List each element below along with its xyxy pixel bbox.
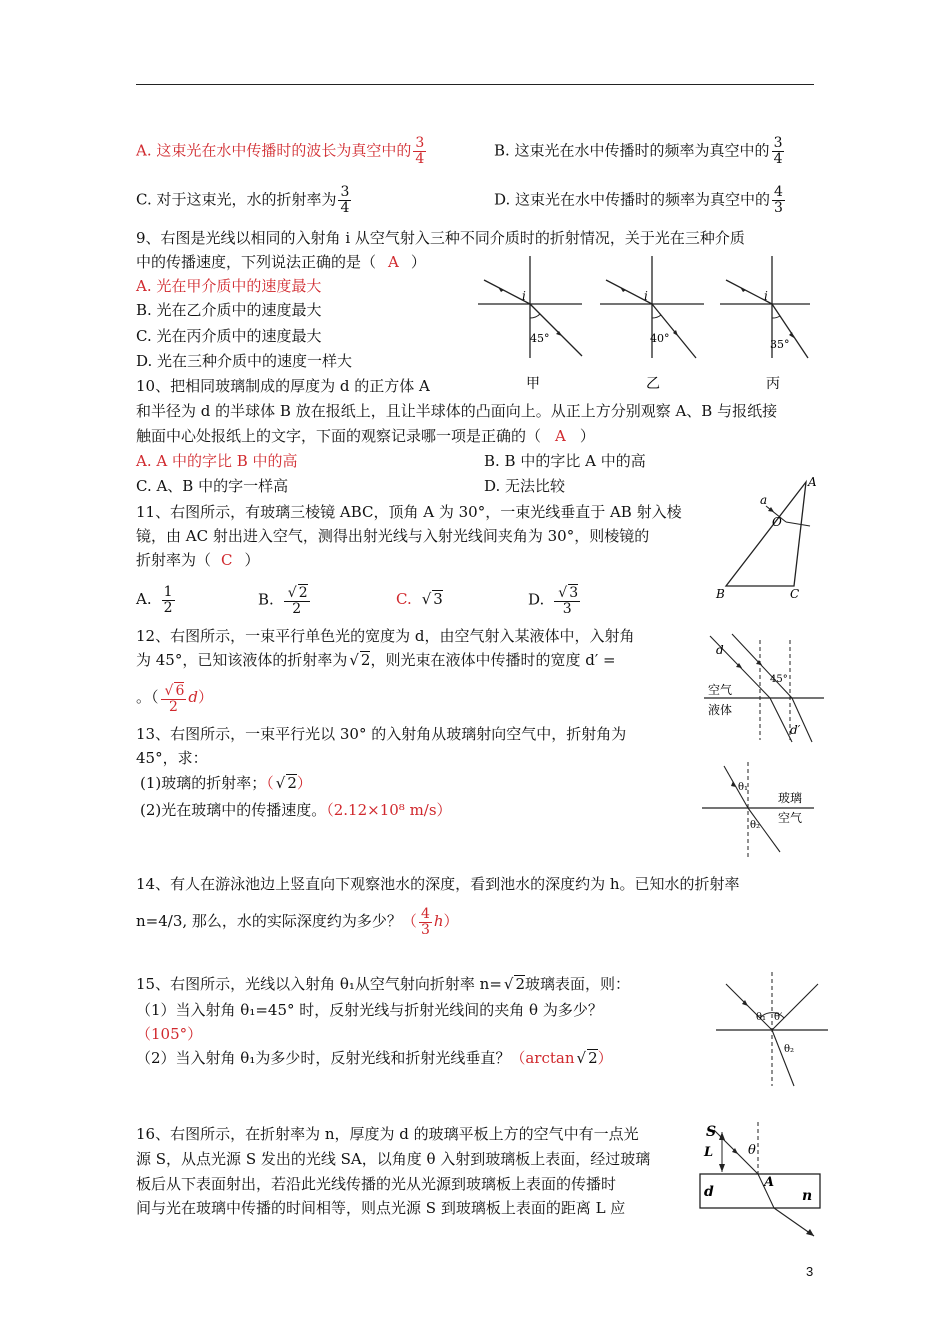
- q15-reflection-figure: [712, 970, 832, 1088]
- q16-stem-line3: 板后从下表面射出，若沿此光线传播的光从光源到玻璃板上表面的传播时: [136, 1175, 617, 1193]
- q9-angle-45: 45°: [530, 332, 550, 345]
- q9-option-c: C. 光在丙介质中的速度最大: [136, 327, 322, 345]
- q15-part1: （1）当入射角 θ₁=45° 时，反射光线与折射光线间的夹角 θ 为多少？: [136, 1001, 603, 1019]
- q15-theta1: θ₁: [756, 1012, 767, 1023]
- q13-interface-figure: [698, 760, 818, 862]
- q13-theta1: θ₁: [738, 782, 749, 793]
- q15-theta2: θ₂: [784, 1044, 795, 1055]
- q9-diagram-bing: [720, 256, 810, 392]
- q11-label-o: O: [772, 515, 782, 529]
- q12-d-label: d: [716, 643, 724, 657]
- q12-air-label: 空气: [708, 683, 733, 697]
- q10-stem-line1: 10、把相同玻璃制成的厚度为 d 的正方体 A: [136, 377, 430, 395]
- q11-stem-line1: 11、右图所示，有玻璃三棱镜 ABC，顶角 A 为 30°，一束光线垂直于 AB 射入棱: [136, 503, 682, 521]
- q11-answer: C: [221, 551, 233, 569]
- q8-option-a: A. 这束光在水中传播时的波长为真空中的 $\frac{3}{4}$: [136, 135, 425, 167]
- q16-a-label: A: [764, 1175, 775, 1190]
- svg-text:i: i: [644, 289, 648, 303]
- q16-stem-line2: 源 S，从点光源 S 发出的光线 SA，以角度 θ 入射到玻璃板上表面，经过玻璃: [136, 1150, 651, 1168]
- q9-stem-line1: 9、右图是光线以相同的入射角 i 从空气射入三种不同介质时的折射情况，关于光在三种介质: [136, 229, 745, 247]
- q11-stem-line2: 镜，由 AC 射出进入空气，测得出射光线与入射光线间夹角为 30°，则棱镜的: [136, 527, 650, 545]
- q11-stem-line3: 折射率为（ C ）: [136, 551, 260, 569]
- q16-s-label: S: [706, 1124, 717, 1140]
- q9-option-b: B. 光在乙介质中的速度最大: [136, 301, 322, 319]
- q16-stem-line1: 16、右图所示，在折射率为 n，厚度为 d 的玻璃平板上方的空气中有一点光: [136, 1125, 639, 1143]
- q16-d-label: d: [704, 1184, 714, 1200]
- q13-stem-line1: 13、右图所示，一束平行光以 30° 的入射角从玻璃射向空气中，折射角为: [136, 725, 627, 743]
- q16-l-label: L: [704, 1145, 714, 1160]
- q15-theta-prime: θ′: [774, 1012, 783, 1023]
- q15-part2: （2）当入射角 θ₁为多少时，反射光线和折射光线垂直？（arctan √ 2）: [136, 1049, 613, 1067]
- q10-stem-line3: 触面中心处报纸上的文字，下面的观察记录哪一项是正确的（ A ）: [136, 427, 595, 445]
- q10-option-d: D. 无法比较: [484, 477, 566, 495]
- q16-slab-figure: [696, 1118, 828, 1242]
- q8-option-c: C. 对于这束光，水的折射率为 $\frac{3}{4}$: [136, 184, 350, 216]
- q12-stem-line1: 12、右图所示，一束平行单色光的宽度为 d，由空气射入某液体中，入射角: [136, 627, 635, 645]
- q9-option-d: D. 光在三种介质中的速度一样大: [136, 352, 353, 370]
- q15-stem-line1: 15、右图所示，光线以入射角 θ₁从空气射向折射率 n= √ 2玻璃表面，则：: [136, 975, 631, 993]
- q9-name-yi: 乙: [646, 376, 660, 392]
- q10-stem-line2: 和半径为 d 的半球体 B 放在报纸上，且让半球体的凸面向上。从正上方分别观察 A、B 与报纸接: [136, 402, 778, 420]
- q9-angle-40: 40°: [650, 332, 670, 345]
- q9-name-jia: 甲: [526, 376, 540, 392]
- page-number: 3: [806, 1264, 814, 1279]
- q8-option-b: B. 这束光在水中传播时的频率为真空中的 $\frac{3}{4}$: [494, 135, 783, 167]
- header-rule: [136, 84, 814, 85]
- q8-option-d: D. 这束光在水中传播时的频率为真空中的 $\frac{4}{3}$: [494, 184, 783, 216]
- q11-label-c: C: [790, 587, 800, 601]
- q9-refraction-figure: [470, 254, 810, 394]
- q9-option-a: A. 光在甲介质中的速度最大: [136, 277, 322, 295]
- q13-part2: (2)光在玻璃中的传播速度。（2.12×10⁸ m/s）: [140, 801, 452, 819]
- q9-name-bing: 丙: [766, 376, 780, 392]
- q11-label-a: A: [808, 475, 817, 489]
- q10-answer: A: [555, 427, 566, 445]
- q11-prism-figure: [712, 470, 822, 602]
- q12-liquid-label: 液体: [708, 703, 733, 717]
- q9-i-label: i: [522, 289, 526, 303]
- q11-option-b: B. $\frac{√ 2}{2}$: [258, 585, 308, 617]
- q11-label-b: B: [716, 587, 725, 601]
- q11-option-c: C. √ 3: [396, 590, 443, 608]
- svg-text:i: i: [764, 289, 768, 303]
- q9-stem-line2: 中的传播速度，下列说法正确的是（ A ）: [136, 253, 426, 271]
- q16-stem-line4: 间与光在玻璃中传播的时间相等，则点光源 S 到玻璃板上表面的距离 L 应: [136, 1199, 626, 1217]
- q10-option-b: B. B 中的字比 A 中的高: [484, 452, 646, 470]
- q14-stem-line1: 14、有人在游泳池边上竖直向下观察池水的深度，看到池水的深度约为 h。已知水的折射率: [136, 875, 740, 893]
- q13-glass-label: 玻璃: [778, 791, 803, 805]
- q14-stem-line2: n=4/3, 那么，水的实际深度约为多少？（ $\frac{4}{3}$ h）: [136, 905, 459, 938]
- q9-angle-35: 35°: [770, 338, 790, 351]
- q10-option-c: C. A、B 中的字一样高: [136, 477, 289, 495]
- q12-stem-line2: 为 45°，已知该液体的折射率为 √ 2，则光束在液体中传播时的宽度 d′ =: [136, 651, 616, 669]
- q12-beam-figure: [700, 630, 828, 748]
- q9-diagram-yi: [600, 256, 704, 392]
- q12-d-prime-label: d′: [790, 723, 801, 737]
- q16-n-label: n: [802, 1188, 813, 1204]
- q13-theta2: θ₂: [750, 820, 761, 831]
- q13-air-label: 空气: [778, 811, 803, 825]
- q13-part1: (1)玻璃的折射率；（ √ 2）: [140, 774, 312, 792]
- q15-part1-answer: （105°）: [136, 1025, 203, 1043]
- q11-option-d: D. $\frac{√ 3}{3}$: [528, 585, 579, 617]
- q11-label-ray-a: a: [760, 493, 768, 507]
- q13-stem-line2: 45°，求：: [136, 749, 208, 767]
- q12-angle-label: 45°: [770, 674, 788, 685]
- q9-answer: A: [388, 253, 399, 271]
- q9-diagram-jia: [478, 256, 582, 392]
- q10-option-a: A. A 中的字比 B 中的高: [136, 452, 298, 470]
- q16-theta-label: θ: [748, 1143, 756, 1158]
- q12-answer: 。（ $\frac{√ 6}{2}$ d）: [136, 682, 213, 715]
- q11-option-a: A. $\frac{1}{2}$: [136, 583, 173, 616]
